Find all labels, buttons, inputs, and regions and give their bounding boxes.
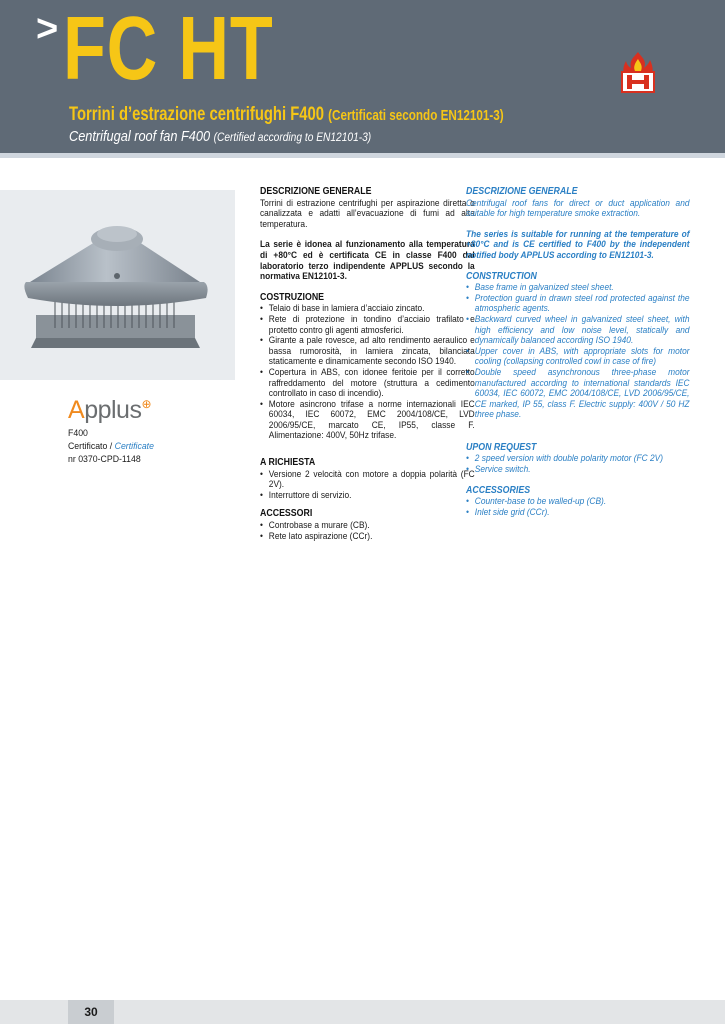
subtitle-english: [69, 128, 371, 145]
subtitle-italian-main: Torrini d’estrazione centrifughi F400: [69, 104, 329, 125]
certificate-info: [68, 427, 154, 466]
list-item: • Double speed asynchronous three-phase motor manufactured according to international standards IEC 60034, IEC 60072, EMC 2004/108/CE, LVD 2006/95/CE, CE marked, IP 55, class F. Electric supply: 400V / 50 HZ three phase.: [466, 368, 690, 421]
certificate-label: Certificato / Certificate: [68, 441, 154, 452]
list-item: • Interruttore di servizio.: [260, 491, 475, 502]
list-item: • Upper cover in ABS, with appropriate slots for motor cooling (collapsing controlled cowl in case of fire): [466, 347, 690, 368]
list-item: • Girante a pale rovesce, ad alto rendimento aeraulico e bassa rumorosità, in lamiera zincata, bilanciata staticamente e dinamicamente secondo ISO 1940.: [260, 336, 475, 368]
section-heading-accessories: ACCESSORI: [260, 508, 313, 520]
certificate-number: nr 0370-CPD-1148: [68, 454, 141, 465]
page-number: 30: [84, 1005, 98, 1019]
section-heading-request: A RICHIESTA: [260, 457, 316, 469]
roof-fan-image: [0, 190, 235, 380]
accessories-list: [260, 521, 475, 542]
section-heading-accessories-en: ACCESSORIES: [466, 484, 531, 496]
list-item: • 2 speed version with double polarity motor (FC 2V): [466, 454, 690, 465]
subtitle-english-main: Centrifugal roof fan F400: [69, 128, 214, 145]
construction-list-en: [466, 283, 690, 421]
list-item: • Copertura in ABS, con idonee feritoie per il corretto raffreddamento del motore (struttura a cedimento controllato in caso di incendio).: [260, 368, 475, 400]
general-certification: La serie è idonea al funzionamento alla temperatura di +80°C ed è certificata CE in classe F400 dal laboratorio terzo indipendente APPLUS secondo la normativa EN12101-3.: [260, 239, 475, 283]
section-heading-request-en: UPON REQUEST: [466, 441, 537, 453]
applus-logo: Applus⊕: [68, 396, 152, 424]
list-item: • Motore asincrono trifase a norme internazionali IEC 60034, IEC 60072, EMC 2004/108/CE, LVD 2006/95/CE, marcato CE, IP55, classe F. Alimentazione: 400V, 50Hz trifase.: [260, 400, 475, 442]
subtitle-italian-cert: (Certificati secondo EN12101-3): [328, 107, 504, 124]
construction-list: [260, 304, 475, 442]
subtitle-english-cert: (Certified according to EN12101-3): [213, 130, 372, 144]
list-item: • Base frame in galvanized steel sheet.: [466, 283, 690, 294]
request-list-en: [466, 454, 690, 475]
product-title: FC HT: [63, 0, 274, 99]
list-item: • Versione 2 velocità con motore a doppia polarità (FC 2V).: [260, 470, 475, 491]
list-item: • Rete di protezione in tondino d’acciaio trafilato e protetto contro gli agenti atmosferici.: [260, 315, 475, 336]
english-column: [466, 187, 691, 526]
header-divider: [0, 153, 725, 158]
list-item: • Rete lato aspirazione (CCr).: [260, 532, 475, 543]
subtitle-italian: [69, 104, 504, 126]
section-heading-construction: COSTRUZIONE: [260, 291, 325, 303]
section-heading-general: DESCRIZIONE GENERALE: [260, 186, 372, 197]
product-photo-panel: [0, 190, 235, 380]
list-item: • Controbase a murare (CB).: [260, 521, 475, 532]
list-item: • Telaio di base in lamiera d’acciaio zincato.: [260, 304, 475, 315]
list-item: • Backward curved wheel in galvanized steel sheet, with high efficiency and low noise level, statically and dynamically balanced according ISO 1940.: [466, 315, 690, 347]
accessories-list-en: [466, 497, 690, 518]
flame-h-icon: [620, 50, 656, 94]
list-item: • Service switch.: [466, 465, 690, 476]
list-item: • Counter-base to be walled-up (CB).: [466, 497, 690, 508]
general-description: Torrini di estrazione centrifughi per aspirazione diretta o canalizzata e adatti all’evacuazione di fumi ad alta temperatura.: [260, 197, 475, 230]
section-heading-general-en: DESCRIZIONE GENERALE: [466, 186, 578, 197]
list-item: • Protection guard in drawn steel rod protected against the atmospheric agents.: [466, 294, 690, 315]
chevron-icon: >: [36, 8, 59, 50]
general-description-en: Centrifugal roof fans for direct or duct application and suitable for high temperature smoke extraction.: [466, 197, 690, 220]
list-item: • Inlet side grid (CCr).: [466, 508, 690, 519]
request-list: [260, 470, 475, 502]
italian-column: [260, 187, 475, 550]
certificate-model: F400: [68, 428, 88, 439]
general-certification-en: The series is suitable for running at the temperature of +80°C and is CE certified to F400 by the independent notified body APPLUS according to EN12101-3.: [466, 228, 690, 261]
section-heading-construction-en: CONSTRUCTION: [466, 270, 537, 282]
